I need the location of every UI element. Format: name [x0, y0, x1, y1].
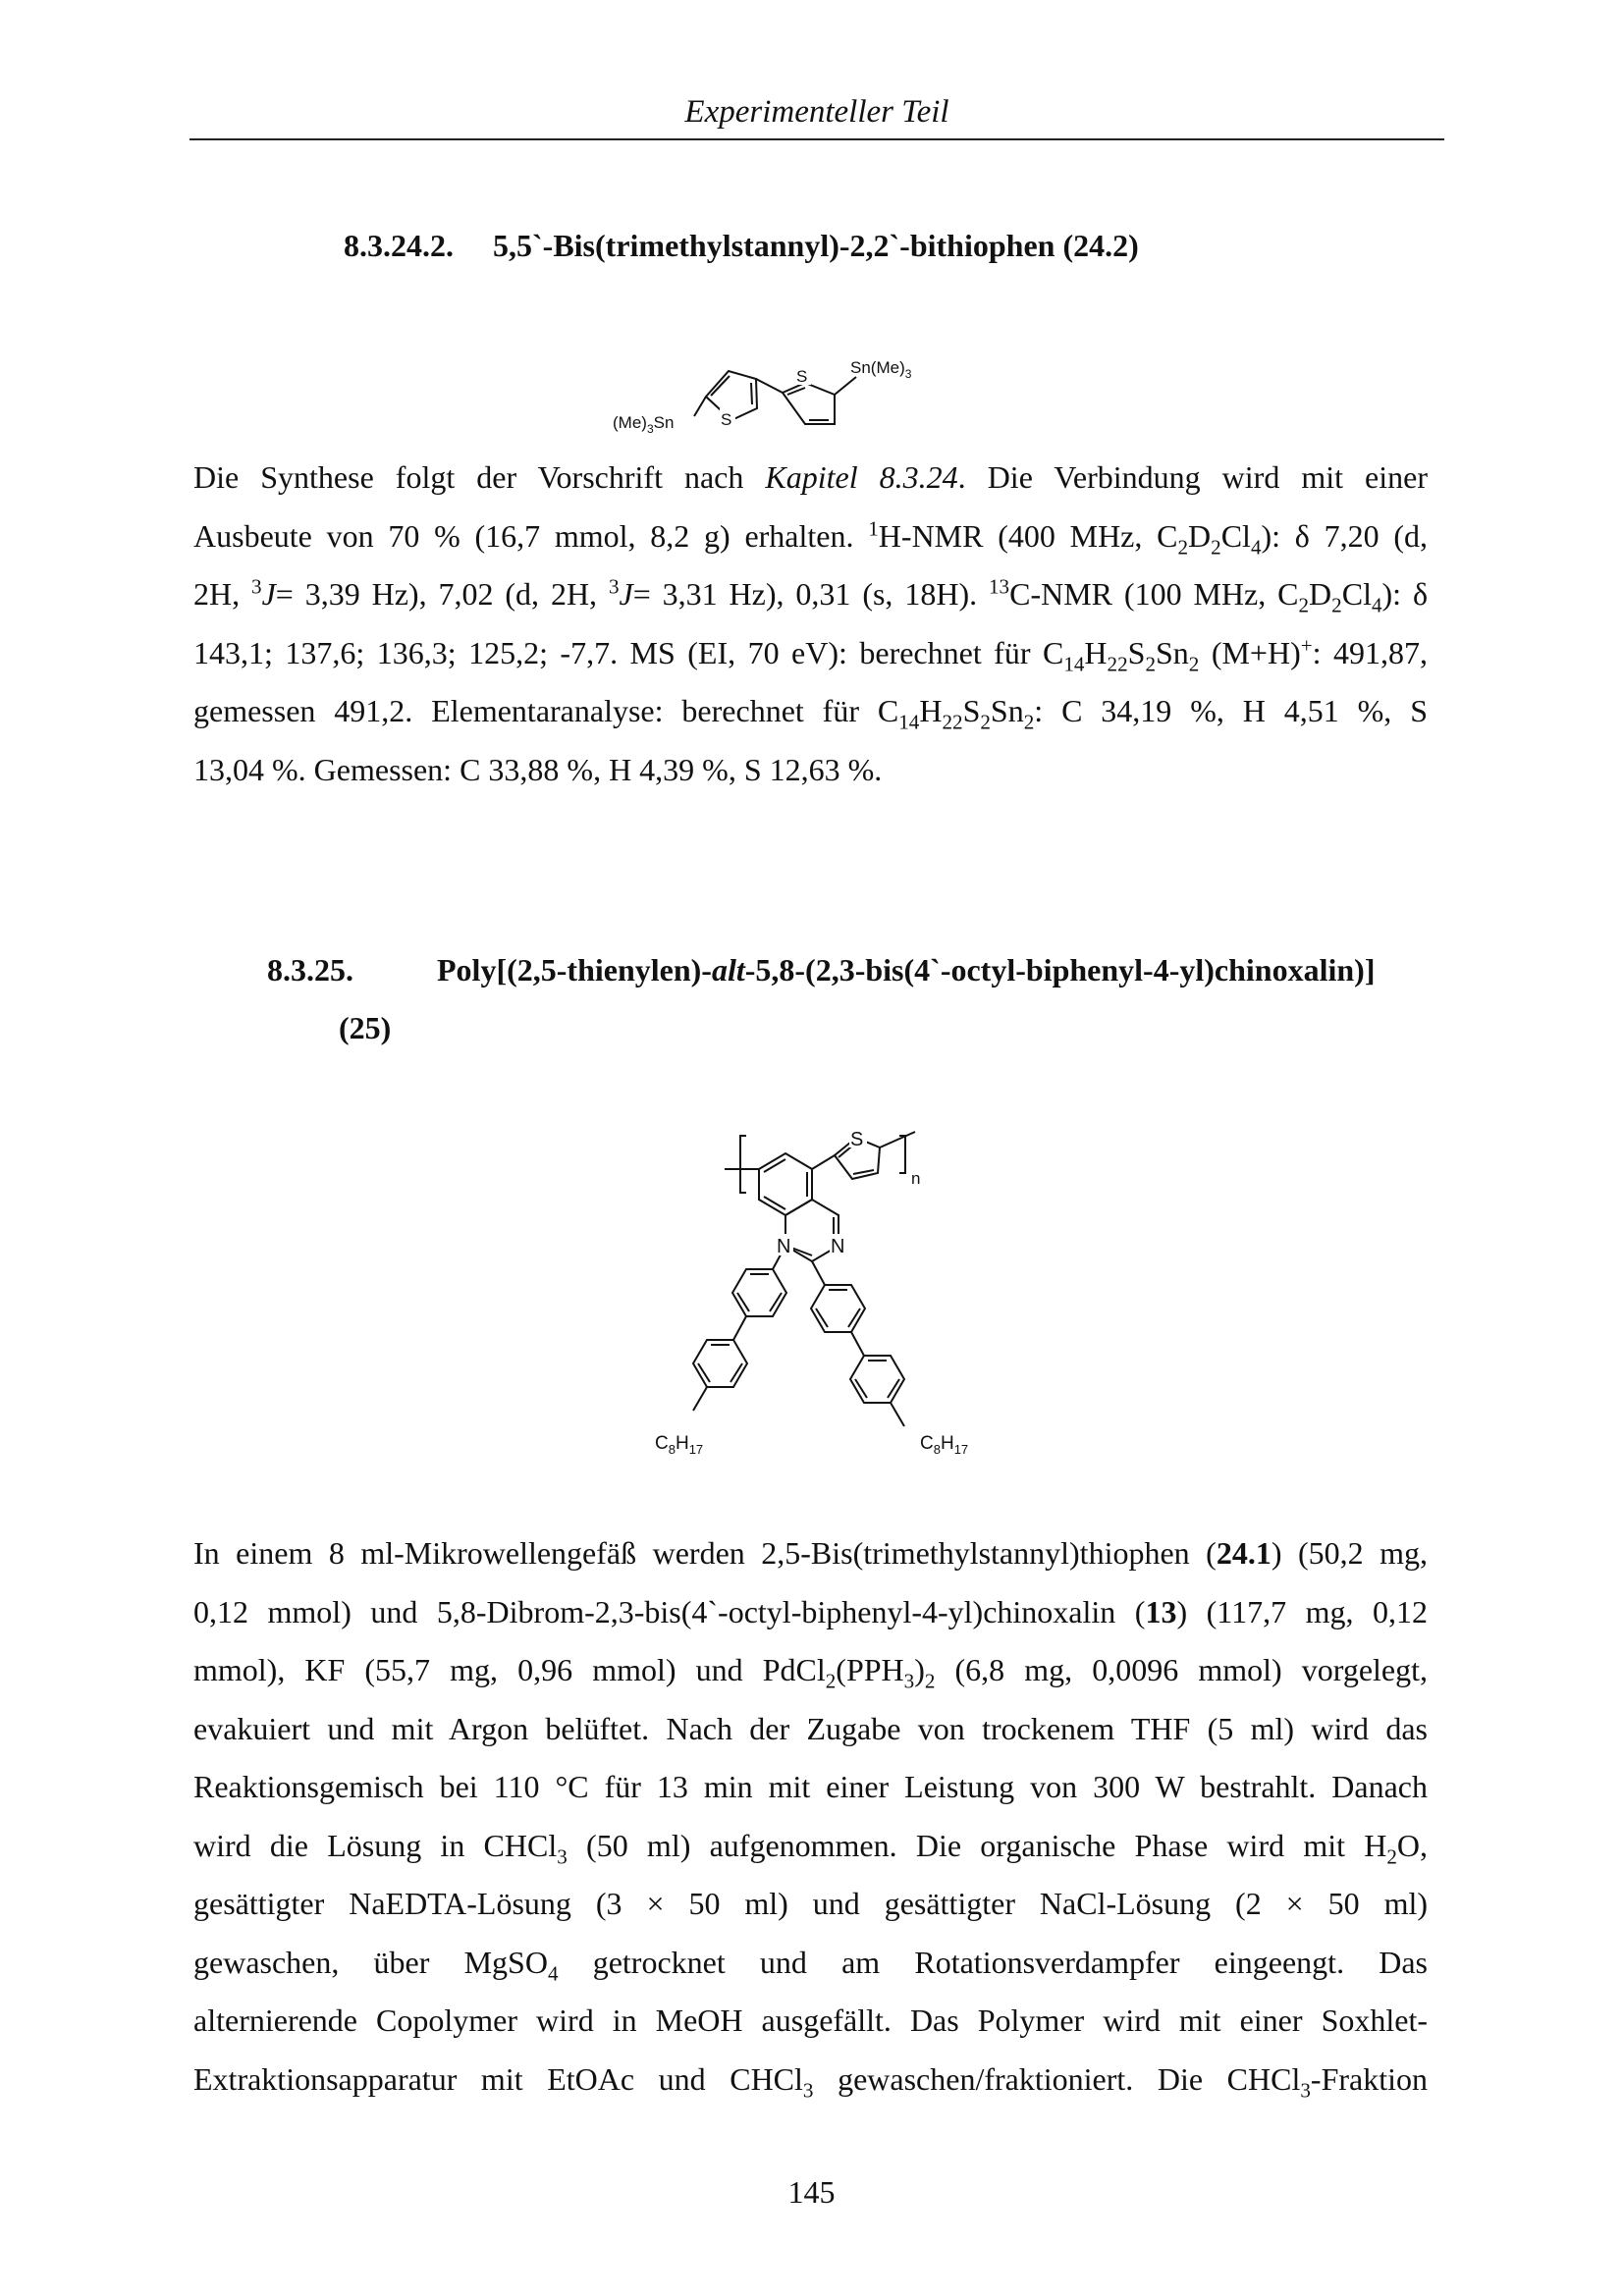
right-tin-group-label: $Sn(Me)_3$ — [850, 358, 912, 381]
text-line: In einem 8 ml-Mikrowellengefäß werden 2,5-Bis(trimethylstannyl)thiophen (24.1) (50,2 mg, — [193, 1535, 1428, 1571]
right-thiophene-ring — [783, 383, 835, 424]
text-line: Reaktionsgemisch bei 110 °C für 13 min mit einer Leistung von 300 W bestrahlt. Danach — [193, 1769, 1428, 1804]
text-line: evakuiert und mit Argon belüftet. Nach der Zugabe von trockenem THF (5 ml) wird das — [193, 1710, 1428, 1746]
section-heading-title: 5,5`-Bis(trimethylstannyl)-2,2`-bithiophen (24.2) — [493, 228, 1139, 263]
polymer-sulfur-label: S — [850, 1129, 864, 1150]
text-line: 0,12 mmol) und 5,8-Dibrom-2,3-bis(4`-octyl-biphenyl-4-yl)chinoxalin (13) (117,7 mg, 0,12 — [193, 1593, 1428, 1629]
text-line: gesättigter NaEDTA-Lösung (3 × 50 ml) und gesättigter NaCl-Lösung (2 × 50 ml) — [193, 1886, 1428, 1921]
text-line: Die Synthese folgt der Vorschrift nach Kapitel 8.3.24. Die Verbindung wird mit einer — [193, 459, 1429, 495]
nitrogen-label-right: N — [831, 1236, 845, 1257]
section-heading-compound-number: (25) — [339, 1010, 392, 1045]
polymer-structure — [638, 1124, 992, 1463]
text-line: alternierende Copolymer wird in MeOH ausgefällt. Das Polymer wird mit einer Soxhlet- — [193, 2002, 1428, 2038]
left-phenyl-ring-1 — [732, 1269, 786, 1316]
left-tin-group-label: $(Me)_3Sn$ — [613, 413, 675, 436]
right-phenyl-ring-2 — [850, 1356, 904, 1403]
left-phenyl-ring-2 — [693, 1340, 747, 1387]
text-line: gewaschen, über MgSO$_4$ getrocknet und am Rotationsverdampfer eingeengt. Das — [193, 1944, 1429, 1985]
right-bracket — [899, 1136, 905, 1173]
ring-bond — [756, 379, 783, 393]
sulfur-label-left: S — [721, 410, 732, 429]
procedure-paragraph — [193, 1524, 1428, 2109]
quinoxaline-benzo-ring — [759, 1153, 812, 1215]
text-line: Ausbeute von 70 % (16,7 mmol, 8,2 g) erhalten. $^1$H-NMR (400 MHz, $C_2D_2Cl_4$): δ 7,20 (d, — [193, 515, 1429, 559]
section-heading-number: 8.3.25. — [267, 952, 353, 988]
running-header: Experimenteller Teil — [684, 94, 949, 130]
page-number: 145 — [787, 2174, 836, 2210]
text-line: 143,1; 137,6; 136,3; 125,2; -7,7. MS (EI, 70 eV): berechnet für $C_{14}H_{22}S_2Sn_2$ (M+H)+: 491,87, — [193, 632, 1429, 675]
left-bracket — [740, 1136, 746, 1193]
text-line: gemessen 491,2. Elementaranalyse: berechnet für $C_{14}H_{22}S_2Sn_2$: C 34,19 %, H 4,51 %, S — [193, 693, 1429, 734]
text-line: 2H, $^3$J= 3,39 Hz), 7,02 (d, 2H, $^3$J= 3,31 Hz), 0,31 (s, 18H). $^{13}$C-NMR (100 MHz, $C_2D_2Cl_4$): δ — [193, 574, 1429, 617]
text-line: mmol), KF (55,7 mg, 0,96 mmol) und $PdCl_2(PPH_3)_2$ (6,8 mg, 0,0096 mmol) vorgelegt, — [193, 1652, 1429, 1693]
octyl-label-left: $C_8H_{17}$ — [655, 1433, 704, 1457]
synthesis-paragraph — [193, 449, 1428, 799]
text-line: 13,04 %. Gemessen: C 33,88 %, H 4,39 %, S 12,63 %. — [193, 751, 883, 787]
text-line: wird die Lösung in CHCl$_3$ (50 ml) aufgenommen. Die organische Phase wird mit $H_2O$, — [193, 1827, 1429, 1868]
right-phenyl-ring-1 — [811, 1285, 865, 1332]
repeat-unit-n-label: n — [911, 1169, 921, 1188]
section-heading-title: Poly[(2,5-thienylen)-alt-5,8-(2,3-bis(4`-octyl-biphenyl-4-yl)chinoxalin)] — [437, 952, 1376, 988]
sulfur-label-right: S — [796, 367, 808, 386]
bithiophene-structure — [589, 334, 962, 442]
section-heading-number: 8.3.24.2. — [344, 228, 454, 263]
text-line: Extraktionsapparatur mit EtOAc und CHCl$_3$ gewaschen/fraktioniert. Die CHCl$_3$-Fraktion — [193, 2060, 1429, 2102]
header-rule — [189, 138, 1444, 140]
octyl-label-right: $C_8H_{17}$ — [920, 1433, 969, 1457]
nitrogen-label-left: N — [777, 1236, 791, 1257]
